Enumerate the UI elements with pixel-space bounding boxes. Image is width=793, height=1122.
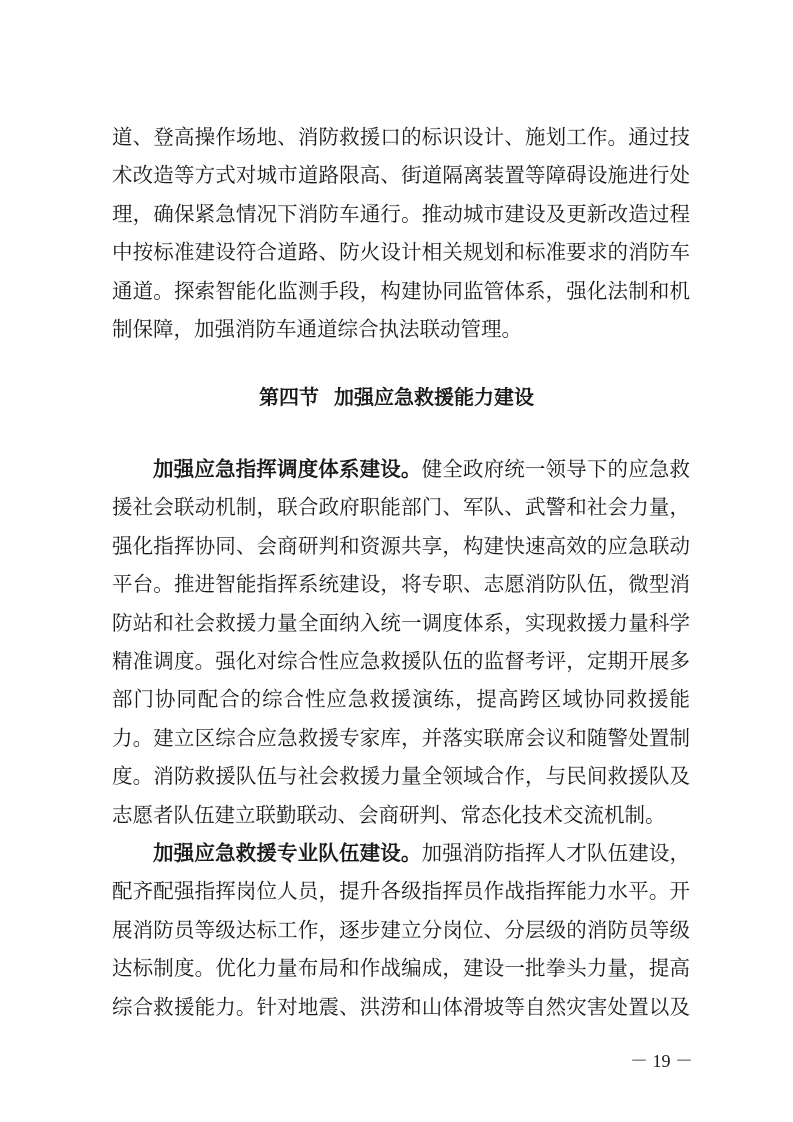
paragraph-line: 中按标准建设符合道路、防火设计相关规划和标准要求的消防车 [112, 240, 690, 265]
paragraph-fire-lanes [112, 118, 690, 348]
paragraph-line: 理，确保紧急情况下消防车通行。推动城市建设及更新改造过程 [112, 201, 690, 226]
paragraph-lead-heading: 加强应急指挥调度体系建设。 [153, 457, 422, 481]
paragraph-first-line [112, 450, 690, 488]
paragraph-line: 强化指挥协同、会商研判和资源共享，构建快速高效的应急联动 [112, 533, 690, 558]
page-number: － 19 － [630, 1051, 693, 1071]
paragraph-professional-teams [112, 834, 690, 1026]
paragraph-line: 达标制度。优化力量布局和作战编成，建设一批拳头力量，提高 [112, 956, 690, 981]
section-title: 加强应急救援能力建设 [333, 385, 534, 409]
paragraph-first-line-text: 加强消防指挥人才队伍建设， [421, 841, 690, 865]
section-heading [0, 382, 793, 412]
paragraph-line: 平台。推进智能指挥系统建设，将专职、志愿消防队伍，微型消 [112, 572, 690, 597]
section-number: 第四节 [259, 385, 320, 409]
paragraph-line: 综合救援能力。针对地震、洪涝和山体滑坡等自然灾害处置以及 [112, 994, 690, 1019]
paragraph-line: 力。建立区综合应急救援专家库，并落实联席会议和随警处置制 [112, 725, 690, 750]
paragraph-dispatch-system [112, 450, 690, 834]
paragraph-line: 道、登高操作场地、消防救援口的标识设计、施划工作。通过技 [112, 125, 690, 149]
paragraph-lead-heading: 加强应急救援专业队伍建设。 [153, 841, 422, 865]
paragraph-line: 援社会联动机制，联合政府职能部门、军队、武警和社会力量， [112, 495, 690, 520]
paragraph-line: 术改造等方式对城市道路限高、街道隔离装置等障碍设施进行处 [112, 163, 690, 188]
paragraph-line: 部门协同配合的综合性应急救援演练，提高跨区域协同救援能 [112, 687, 690, 712]
paragraph-line: 志愿者队伍建立联勤联动、会商研判、常态化技术交流机制。 [112, 802, 666, 827]
paragraph-line: 防站和社会救援力量全面纳入统一调度体系，实现救援力量科学 [112, 610, 690, 635]
paragraph-line: 展消防员等级达标工作，逐步建立分岗位、分层级的消防员等级 [112, 917, 690, 942]
paragraph-line: 制保障，加强消防车通道综合执法联动管理。 [112, 316, 522, 341]
paragraph-line: 度。消防救援队伍与社会救援力量全领域合作，与民间救援队及 [112, 764, 690, 789]
paragraph-first-line-text: 健全政府统一领导下的应急救 [421, 457, 690, 481]
paragraph-line: 通道。探索智能化监测手段，构建协同监管体系，强化法制和机 [112, 278, 690, 303]
paragraph-first-line [112, 834, 690, 872]
paragraph-line: 精准调度。强化对综合性应急救援队伍的监督考评，定期开展多 [112, 648, 690, 673]
paragraph-line: 配齐配强指挥岗位人员，提升各级指挥员作战指挥能力水平。开 [112, 879, 690, 904]
